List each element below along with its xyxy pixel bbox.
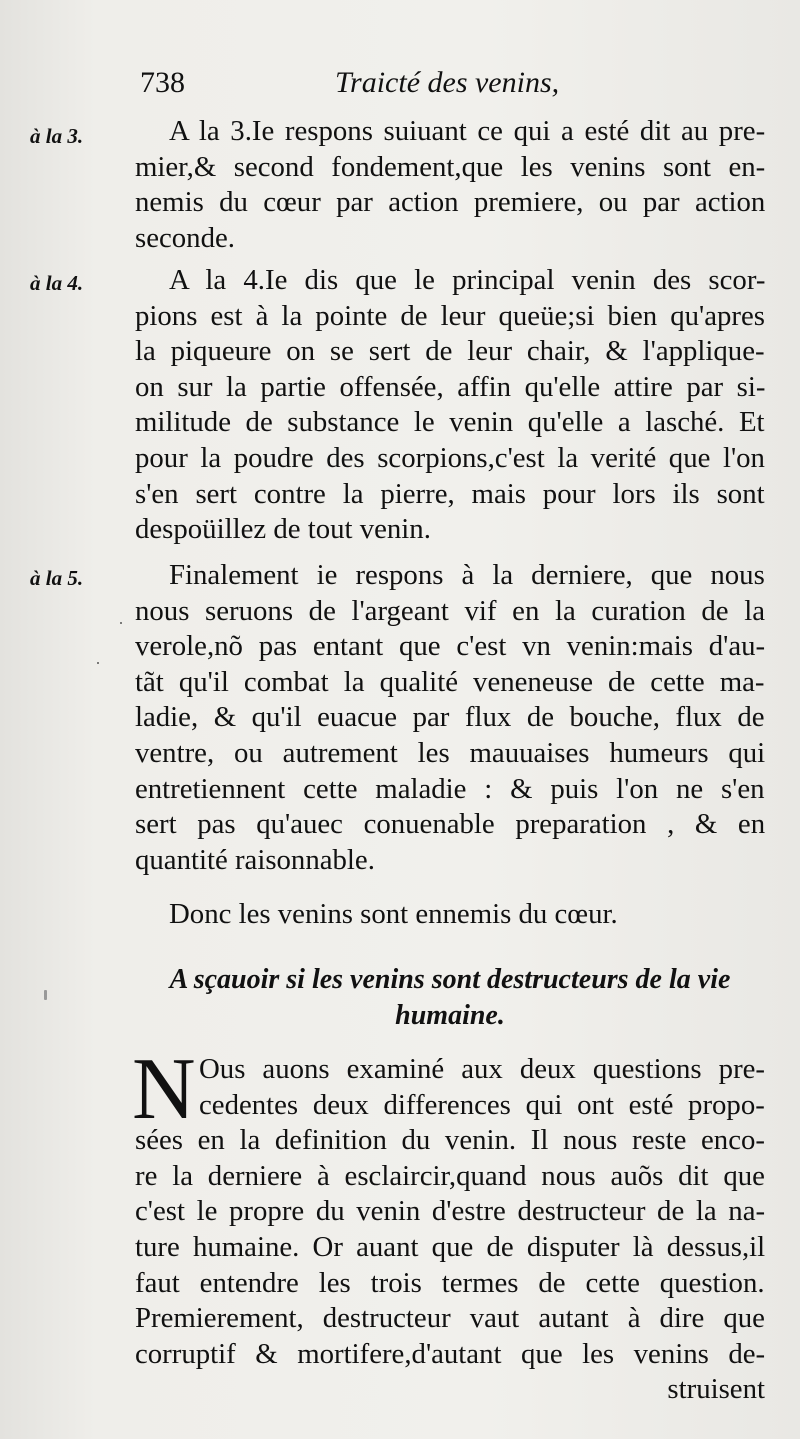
text-line: re la derniere à esclaircir,quand nous auõs dit que bbox=[135, 1159, 765, 1192]
text-line: entretiennent cette maladie : & puis l'on ne s'en bbox=[135, 772, 765, 805]
text-line: A la 4.Ie dis que le principal venin des scor- bbox=[169, 264, 766, 296]
text-line: ladie, & qu'il euacue par flux de bouche, flux de bbox=[135, 701, 765, 734]
ink-speck bbox=[44, 990, 47, 1000]
text-line: ventre, ou autrement les mauuaises humeurs qui bbox=[135, 736, 766, 769]
text-line: faut entendre les trois termes de cette question. bbox=[135, 1266, 765, 1299]
text-line: A la 3.Ie respons suiuant ce qui a esté dit au pre- bbox=[169, 115, 766, 147]
text-line: sert pas qu'auec conuenable preparation , & en bbox=[135, 808, 766, 841]
text-line: verole,nõ pas entant que c'est vn venin:mais d'au- bbox=[135, 630, 766, 663]
ink-speck bbox=[120, 622, 122, 624]
ink-speck bbox=[97, 662, 99, 664]
text-line: ture humaine. Or auant que de disputer là dessus,il bbox=[135, 1230, 766, 1263]
text-line: mier,& second fondement,que les venins sont en- bbox=[135, 150, 766, 183]
heading-line: humaine. bbox=[395, 999, 505, 1031]
text-line: s'en sert contre la pierre, mais pour lors ils sont bbox=[135, 477, 765, 510]
text-line: on sur la partie offensée, affin qu'elle attire par si- bbox=[135, 370, 766, 403]
page-header bbox=[140, 66, 760, 116]
paragraph-4 bbox=[135, 897, 765, 933]
text-line: quantité raisonnable. bbox=[135, 843, 375, 876]
text-line: pions est à la pointe de leur queüe;si bien qu'apres bbox=[135, 299, 765, 332]
text-line: tãt qu'il combat la qualité veneneuse de cette ma- bbox=[135, 665, 765, 698]
text-line: corruptif & mortifere,d'autant que les venins de- bbox=[135, 1337, 766, 1370]
text-line: nemis du cœur par action premiere, ou par action bbox=[135, 186, 766, 219]
text-line: la piqueure on se sert de leur chair, & l'applique- bbox=[135, 335, 765, 368]
text-line: Ous auons examiné aux deux questions pre- bbox=[199, 1053, 766, 1085]
text-line: cedentes deux differences qui ont esté propo- bbox=[199, 1088, 765, 1121]
page-number: 738 bbox=[140, 66, 185, 99]
text-line: despoüillez de tout venin. bbox=[135, 513, 431, 546]
margin-note-3: à la 5. bbox=[30, 566, 84, 590]
text-line: nous seruons de l'argeant vif en la curation de la bbox=[135, 594, 766, 627]
text-line: sées en la definition du venin. Il nous reste enco- bbox=[135, 1124, 765, 1157]
running-title: Traicté des venins, bbox=[335, 66, 560, 99]
heading-line: A sçauoir si les venins sont destructeurs de la vie bbox=[169, 964, 731, 995]
margin-note-1: à la 3. bbox=[30, 124, 84, 148]
paragraph-2 bbox=[135, 263, 765, 548]
text-line: Donc les venins sont ennemis du cœur. bbox=[169, 898, 618, 930]
text-line: Finalement ie respons à la derniere, que nous bbox=[169, 559, 765, 591]
paragraph-1 bbox=[135, 114, 765, 256]
drop-cap: N bbox=[132, 1041, 196, 1138]
paragraph-5 bbox=[135, 1052, 765, 1408]
paragraph-3 bbox=[135, 558, 765, 878]
section-heading bbox=[140, 962, 760, 1033]
text-line: seconde. bbox=[135, 221, 235, 254]
text-line: Premierement, destructeur vaut autant à dire que bbox=[135, 1302, 765, 1335]
text-line: c'est le propre du venin d'estre destructeur de la na- bbox=[135, 1195, 766, 1228]
text-line: militude de substance le venin qu'elle a lasché. Et bbox=[135, 406, 765, 439]
catchword: struisent bbox=[667, 1373, 765, 1406]
text-line: pour la poudre des scorpions,c'est la verité que l'on bbox=[135, 441, 765, 474]
margin-note-2: à la 4. bbox=[30, 271, 84, 295]
